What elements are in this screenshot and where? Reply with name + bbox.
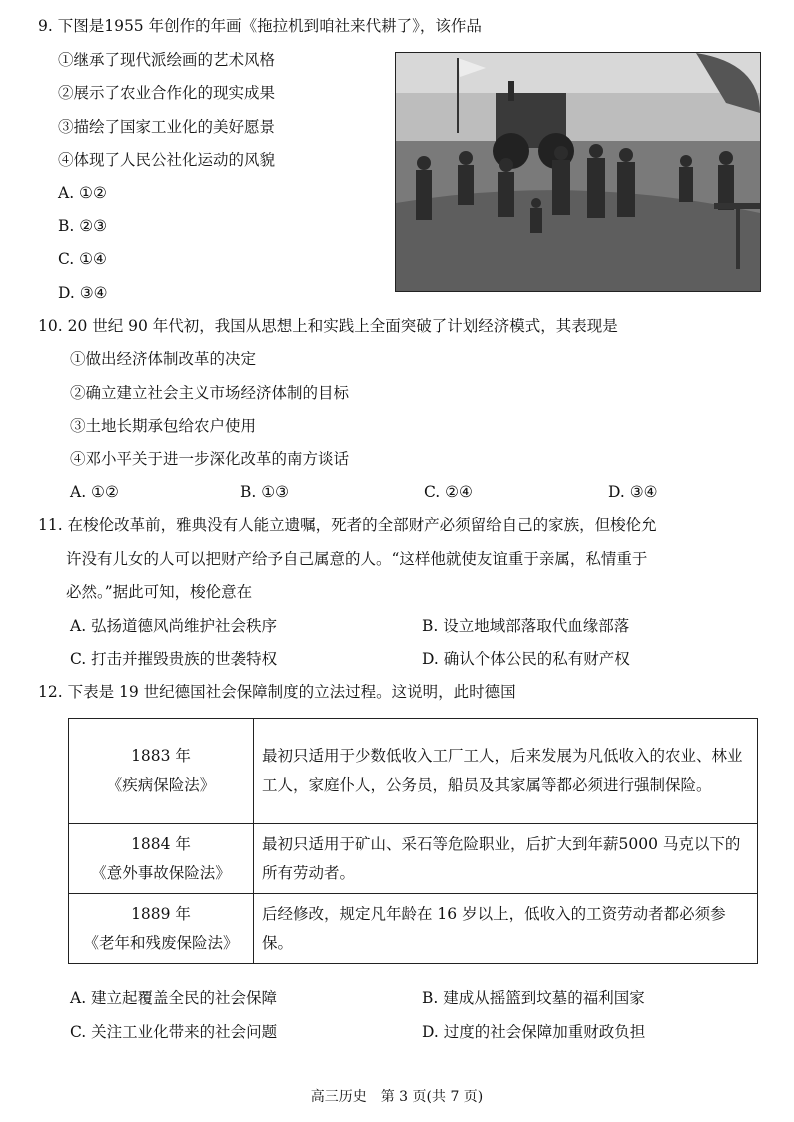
- q11-option-c[interactable]: C. 打击并摧毁贵族的世袭特权: [70, 650, 278, 668]
- q9-statement-1: ①继承了现代派绘画的艺术风格: [58, 51, 276, 69]
- law-description: 后经修改，规定凡年龄在 16 岁以上，低收入的工资劳动者都必须参保。: [254, 894, 758, 964]
- law-year: 1884 年: [131, 834, 191, 853]
- question-12-stem: 12. 下表是 19 世纪德国社会保障制度的立法过程。这说明，此时德国: [38, 683, 516, 701]
- q12-option-a[interactable]: A. 建立起覆盖全民的社会保障: [70, 989, 278, 1007]
- q9-option-b[interactable]: B. ②③: [58, 217, 108, 235]
- q11-option-b[interactable]: B. 设立地域部落取代血缘部落: [422, 617, 630, 635]
- table-row: [69, 824, 758, 894]
- q10-statement-3: ③土地长期承包给农户使用: [70, 417, 257, 435]
- law-year: 1883 年: [131, 747, 191, 765]
- painting-image: [395, 52, 761, 292]
- law-description: 最初只适用于少数低收入工厂工人，后来发展为凡低收入的农业、林业工人，家庭仆人，公务员，船员及其家属等都必须进行强制保险。: [254, 719, 758, 824]
- q10-option-a[interactable]: A. ①②: [70, 483, 119, 501]
- q11-option-a[interactable]: A. 弘扬道德风尚维护社会秩序: [70, 617, 278, 635]
- q10-statement-2: ②确立建立社会主义市场经济体制的目标: [70, 384, 350, 402]
- insurance-law-table: [68, 718, 758, 964]
- q10-statement-4: ④邓小平关于进一步深化改革的南方谈话: [70, 450, 350, 468]
- q10-statement-1: ①做出经济体制改革的决定: [70, 350, 257, 368]
- q11-option-d[interactable]: D. 确认个体公民的私有财产权: [422, 650, 630, 668]
- q12-option-b[interactable]: B. 建成从摇篮到坟墓的福利国家: [422, 989, 645, 1007]
- law-description: 最初只适用于矿山、采石等危险职业，后扩大到年薪5000 马克以下的所有劳动者。: [254, 824, 758, 894]
- q10-option-b[interactable]: B. ①③: [240, 483, 290, 501]
- question-10-stem: 10. 20 世纪 90 年代初，我国从思想上和实践上全面突破了计划经济模式，其表现是: [38, 317, 618, 335]
- q9-option-a[interactable]: A. ①②: [58, 184, 107, 202]
- table-row: [69, 894, 758, 964]
- law-year: 1889 年: [131, 904, 191, 923]
- law-cell: [69, 719, 254, 824]
- law-name: 《疾病保险法》: [106, 776, 216, 794]
- question-9-stem: 9. 下图是1955 年创作的年画《拖拉机到咱社来代耕了》，该作品: [38, 17, 482, 35]
- page-footer: 高三历史 第 3 页(共 7 页): [310, 1089, 484, 1105]
- q9-statement-3: ③描绘了国家工业化的美好愿景: [58, 118, 276, 136]
- q12-option-d[interactable]: D. 过度的社会保障加重财政负担: [422, 1023, 646, 1041]
- table-row: [69, 719, 758, 824]
- question-11-line-3: 必然。”据此可知，梭伦意在: [66, 583, 253, 601]
- q12-option-c[interactable]: C. 关注工业化带来的社会问题: [70, 1023, 278, 1041]
- law-name: 《意外事故保险法》: [91, 863, 231, 882]
- q10-option-d[interactable]: D. ③④: [608, 483, 658, 501]
- law-cell: [69, 894, 254, 964]
- question-11-line-1: 11. 在梭伦改革前，雅典没有人能立遗嘱，死者的全部财产必须留给自己的家族，但梭伦允: [38, 516, 657, 534]
- question-11-line-2: 许没有儿女的人可以把财产给予自己属意的人。“这样他就使友谊重于亲属，私情重于: [66, 550, 648, 568]
- q10-option-c[interactable]: C. ②④: [424, 483, 473, 501]
- q9-statement-4: ④体现了人民公社化运动的风貌: [58, 151, 276, 169]
- law-name: 《老年和残废保险法》: [83, 933, 239, 952]
- q9-option-d[interactable]: D. ③④: [58, 284, 108, 302]
- law-cell: [69, 824, 254, 894]
- q9-statement-2: ②展示了农业合作化的现实成果: [58, 84, 276, 102]
- q9-option-c[interactable]: C. ①④: [58, 250, 107, 268]
